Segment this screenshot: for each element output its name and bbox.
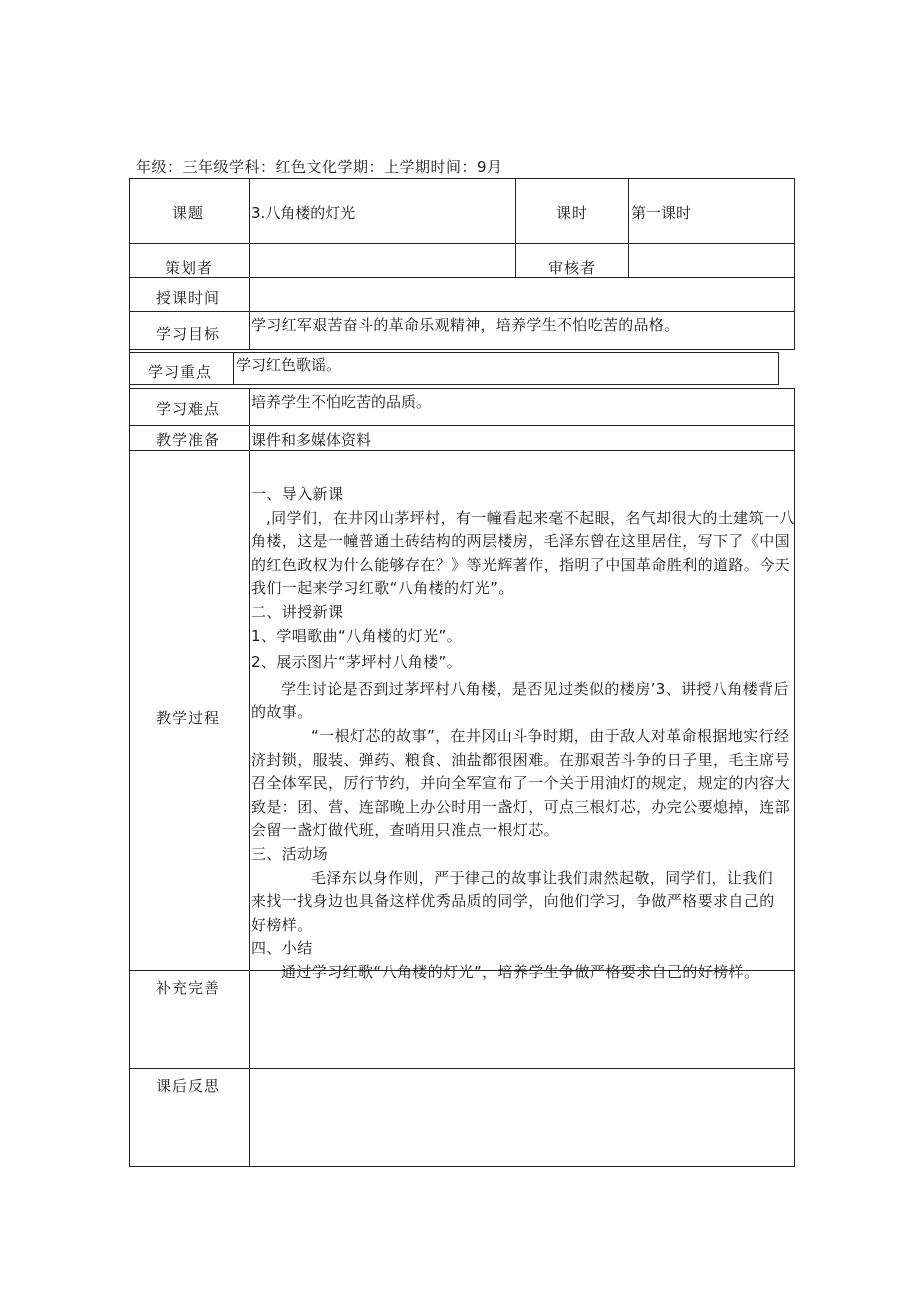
key-point-label: 学习重点 — [148, 363, 213, 381]
difficulty-label: 学习难点 — [156, 400, 221, 418]
process-line: ,同学们，在井冈山茅坪村，有一幢看起来毫不起眼，名气却很大的土建筑一八角楼，这是一幢普通土砖结构的两层楼房，毛泽东曾在这里居住，写下了《中国的红色政权为什么能够存在？》等光辉著作，指明了中国革命胜利的道路。今天我们一起来学习红歌“八角楼的灯光”。 — [251, 508, 795, 598]
process-line: 四、小结 — [251, 939, 313, 958]
table-border — [129, 384, 779, 385]
process-line: 1、学唱歌曲“八角楼的灯光”。 — [251, 626, 463, 645]
reviewer-label: 审核者 — [548, 259, 597, 277]
preparation-label: 教学准备 — [156, 431, 221, 449]
table-border — [129, 243, 795, 244]
process-line: 通过学习红歌“八角楼的灯光”，培养学生争做严格要求自己的好榜样。 — [281, 962, 760, 981]
process-line: 毛泽东以身作则，严于律己的故事让我们肃然起敬，同学们，让我们来找一找身边也具备这样优秀品质的同学，向他们学习，争做严格要求自己的好榜样。 — [251, 868, 775, 934]
difficulty-value: 培养学生不怕吃苦的品质。 — [251, 393, 432, 411]
process-label: 教学过程 — [156, 709, 221, 727]
table-border — [515, 178, 516, 278]
goal-label: 学习目标 — [156, 325, 221, 343]
table-border — [129, 178, 130, 1167]
supplement-content[interactable] — [250, 971, 794, 1068]
process-line: 2、展示图片“茅坪村八角楼”。 — [251, 653, 463, 672]
process-line: “一根灯芯的故事”，在井冈山斗争时期，由于敌人对革命根据地实行经济封锁，服装、弹药、粮食、油盐都很困难。在那艰苦斗争的日子里，毛主席号召全体军民，厉行节约，并向全军宣布了一个关于用油灯的规定，规定的内容大致是：团、营、连部晚上办公时用一盏灯，可点三根灯芯，办完公要熄掉，连部会留一盏灯做代班，查哨用只准点一根灯芯。 — [251, 726, 791, 840]
planner-label: 策划者 — [165, 259, 214, 277]
table-border — [129, 349, 795, 350]
period-label: 课时 — [556, 204, 589, 222]
header-meta-line: 年级：三年级学科：红色文化学期：上学期时间：9月 — [136, 158, 503, 176]
table-border — [794, 178, 795, 350]
goal-value: 学习红军艰苦奋斗的革命乐观精神，培养学生不怕吃苦的品格。 — [251, 316, 680, 334]
table-border — [129, 311, 795, 312]
key-point-value: 学习红色歌谣。 — [236, 356, 342, 374]
table-border — [233, 352, 234, 385]
process-line: 学生讨论是否到过茅坪村八角楼，是否见过类似的楼房’3、讲授八角楼背后的故事。 — [251, 679, 789, 722]
table-border — [129, 277, 795, 278]
period-value: 第一课时 — [631, 204, 692, 222]
reflection-content[interactable] — [250, 1069, 794, 1166]
reflection-label: 课后反思 — [156, 1077, 221, 1095]
table-border — [129, 425, 795, 426]
table-border — [778, 352, 779, 385]
table-border — [129, 388, 795, 389]
table-border — [628, 178, 629, 278]
process-line: 一、导入新课 — [251, 485, 344, 503]
table-border — [129, 352, 779, 353]
table-border — [129, 450, 795, 451]
topic-value: 3.八角楼的灯光 — [251, 204, 356, 222]
process-line: 三、活动场 — [251, 844, 329, 863]
topic-label: 课题 — [172, 204, 205, 222]
process-line: 二、讲授新课 — [251, 602, 344, 621]
process-content — [251, 483, 796, 984]
preparation-value: 课件和多媒体资料 — [251, 431, 372, 449]
supplement-label: 补充完善 — [156, 979, 221, 997]
table-border — [249, 178, 250, 350]
time-label: 授课时间 — [156, 289, 221, 307]
table-border — [129, 178, 795, 179]
table-border — [129, 1166, 795, 1167]
